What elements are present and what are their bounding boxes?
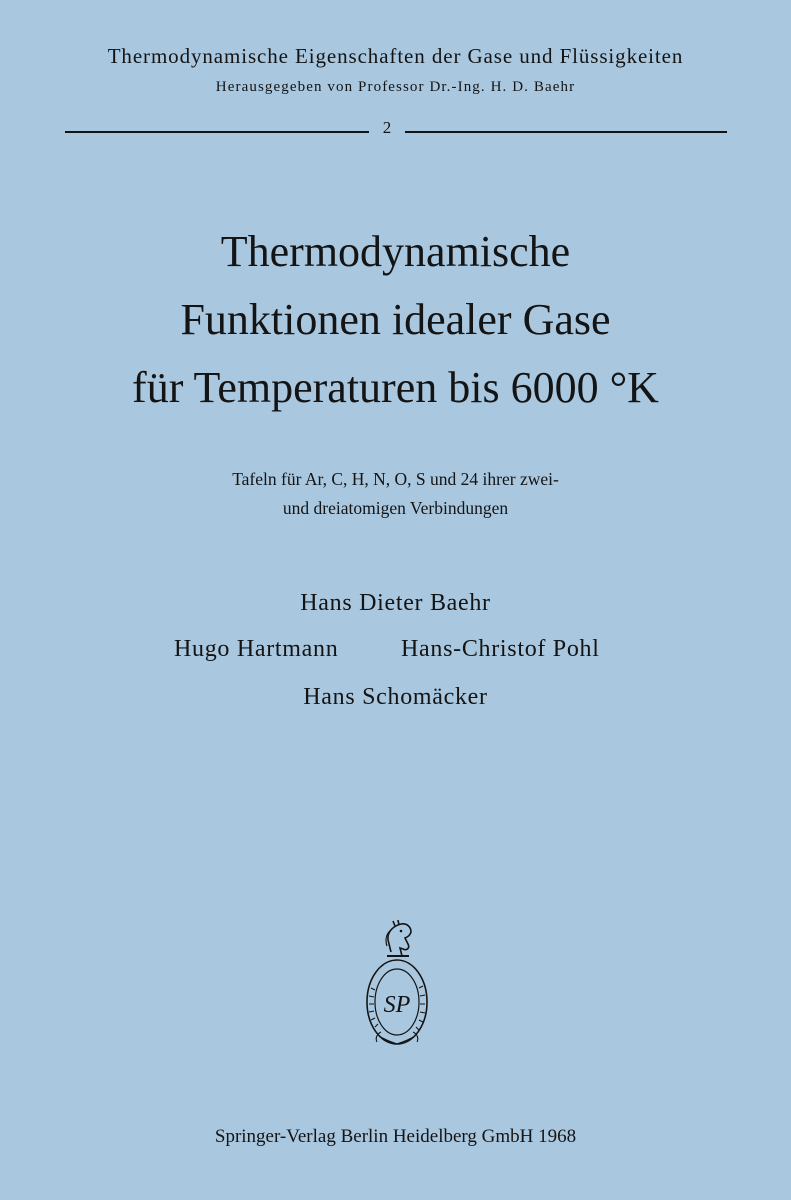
author-name: Hans-Christof Pohl	[401, 636, 600, 662]
book-title-line: Thermodynamische	[220, 227, 571, 276]
divider-rule-right	[405, 131, 727, 133]
book-title-line: für Temperaturen bis 6000 °K	[132, 363, 659, 412]
volume-number: 2	[382, 118, 392, 137]
subtitle-line: Tafeln für Ar, C, H, N, O, S und 24 ihrer zwei-	[232, 469, 559, 489]
subtitle-line: und dreiatomigen Verbindungen	[282, 498, 509, 518]
book-title-line: Funktionen idealer Gase	[180, 295, 611, 344]
author-name: Hans Dieter Baehr	[300, 590, 491, 616]
series-editor: Herausgegeben von Professor Dr.-Ing. H. D. Baehr	[215, 79, 576, 95]
publisher-line: Springer-Verlag Berlin Heidelberg GmbH 1968	[214, 1126, 577, 1147]
svg-text:SP: SP	[383, 992, 411, 1018]
book-subtitle	[0, 465, 791, 523]
author-name: Hans Schomäcker	[303, 684, 488, 710]
divider-rule-left	[65, 131, 369, 133]
springer-knight-emblem-icon	[355, 918, 439, 1050]
author-name: Hugo Hartmann	[174, 636, 339, 662]
series-title: Thermodynamische Eigenschaften der Gase und Flüssigkeiten	[107, 44, 684, 68]
book-title	[0, 218, 791, 422]
